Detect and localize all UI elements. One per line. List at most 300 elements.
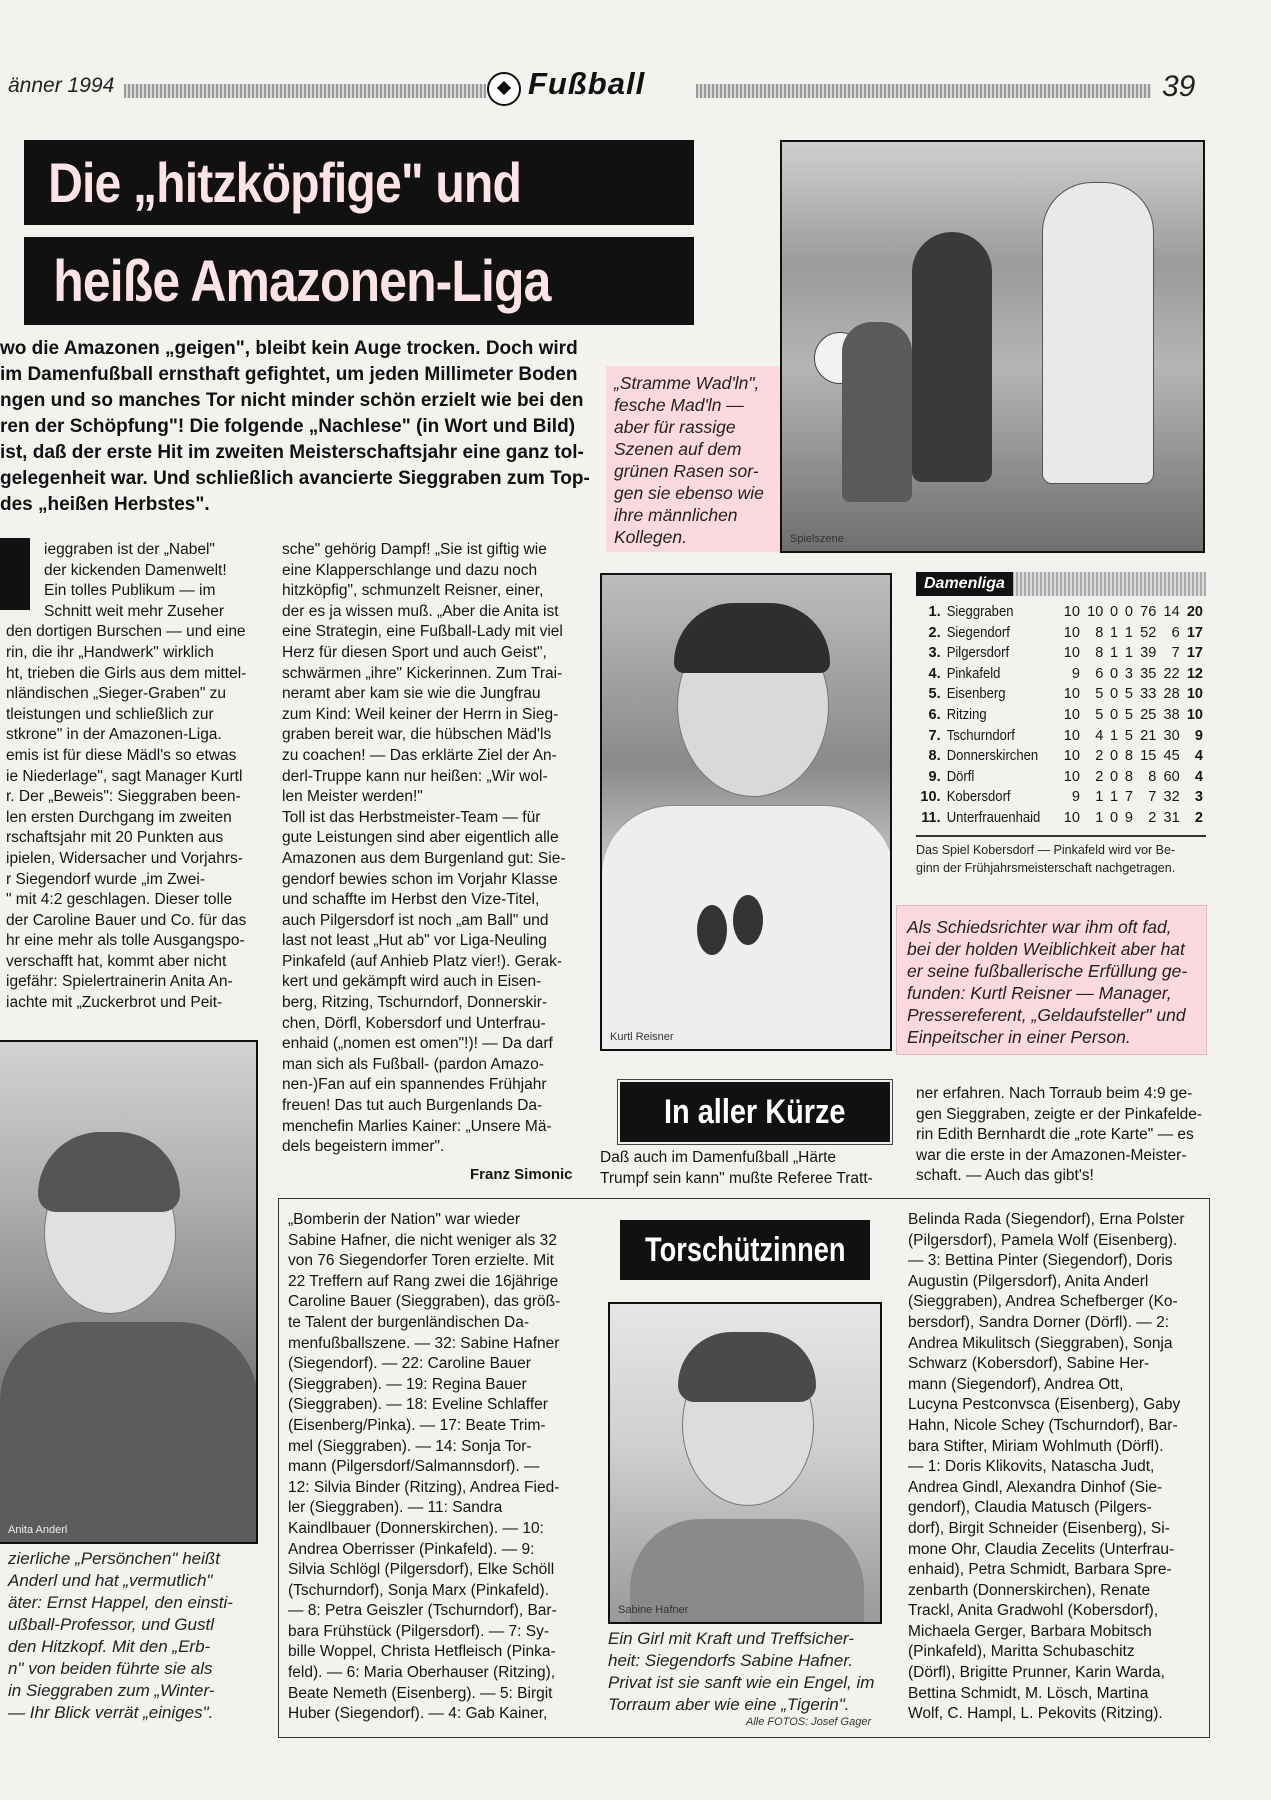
table-cell-s: 10: [1087, 604, 1104, 620]
article-column-2: [282, 540, 576, 1158]
table-cell-gt: 32: [1163, 789, 1180, 806]
table-row: [916, 643, 1206, 664]
table-cell-tore: 15: [1140, 748, 1157, 765]
scorer-line: Kaindlbauer (Donnerskirchen). — 10:: [288, 1519, 544, 1537]
table-cell-gt: 38: [1163, 706, 1180, 723]
article-line: kert und gekämpft wird auch in Eisen-: [282, 973, 542, 991]
table-cell-team: Dörfl: [946, 768, 974, 785]
article-line: tleistungen und schließlich zur: [6, 705, 214, 723]
kurz-line: Daß auch im Damenfußball „Härte: [600, 1149, 837, 1166]
table-row: [916, 787, 1206, 808]
table-cell-pkt: 4: [1194, 768, 1203, 785]
article-line: emis ist für diese Mädl's so etwas: [6, 746, 237, 764]
scorer-line: (Dörfl), Brigitte Prunner, Karin Warda,: [908, 1664, 1165, 1682]
table-cell-sp: 9: [1071, 665, 1080, 682]
scorer-line: (Sieggraben), Andrea Schefberger (Ko-: [908, 1293, 1178, 1311]
caption-line: ihre männlichen: [614, 505, 738, 525]
article-line: gute Leistungen sind aber eigentlich alle: [282, 829, 559, 847]
table-cell-rank: 7.: [928, 727, 941, 744]
caption-line: ußball-Professor, und Gustl: [8, 1615, 214, 1634]
article-line: der Caroline Bauer und Co. für das: [6, 911, 247, 929]
scorers-column-1: [288, 1210, 584, 1725]
table-cell-tore: 21: [1140, 727, 1157, 744]
table-row: [916, 746, 1206, 767]
table-cell-u: 0: [1110, 768, 1119, 785]
article-line: stkrone" in der Amazonen-Liga.: [6, 726, 222, 744]
scorer-line: enhaid), Petra Schmidt, Barbara Spre-: [908, 1561, 1172, 1579]
table-cell-u: 1: [1110, 789, 1119, 806]
article-line: hr eine mehr als tolle Ausgangspo-: [6, 932, 245, 950]
table-rule: [916, 835, 1206, 837]
table-cell-team: Sieggraben: [946, 604, 1014, 620]
table-note: [916, 841, 1206, 877]
article-line: graben bereit war, die hübschen Mäd'ls: [282, 726, 552, 744]
article-line: hitzköpfig", schmunzelt Reisner, einer,: [282, 582, 544, 600]
table-cell-sp: 10: [1063, 768, 1080, 785]
article-line: nländischen „Sieger-Graben" zu: [6, 685, 227, 703]
article-line: neramt aber kam sie wie die Jungfrau: [282, 685, 541, 703]
article-line: man sich als Fußball- (pardon Amazo-: [282, 1055, 544, 1073]
table-cell-s: 8: [1095, 624, 1104, 641]
article-line: auch Pilgersdorf ist noch „am Ball" und: [282, 911, 549, 929]
table-note-line: Das Spiel Kobersdorf — Pinkafeld wird vor Be-: [916, 842, 1176, 857]
article-line: rschaftsjahr mit 20 Punkten aus: [6, 829, 224, 847]
issue-date: änner 1994: [8, 74, 115, 97]
scorer-line: Wolf, C. Hampl, L. Pekovits (Ritzing).: [908, 1705, 1163, 1723]
article-line: last not least „Hut ab" vor Liga-Neuling: [282, 932, 547, 950]
caption-line: bei der holden Weiblichkeit aber hat: [907, 939, 1185, 959]
table-cell-rank: 9.: [928, 768, 941, 785]
football-icon: [487, 72, 521, 106]
scorer-line: von 76 Siegendorfer Toren erzielte. Mit: [288, 1252, 554, 1270]
scorer-line: Hahn, Nicole Schey (Tschurndorf), Bar-: [908, 1416, 1178, 1434]
caption-line: in Sieggraben zum „Winter-: [8, 1681, 215, 1700]
table-title: Damenliga: [916, 572, 1013, 596]
lead-line: des „heißen Herbstes".: [0, 494, 210, 515]
page-number: 39: [1162, 70, 1196, 103]
article-line: berg, Ritzing, Tschurndorf, Donnerskir-: [282, 994, 548, 1012]
caption-line: Anderl und hat „vermutlich": [8, 1571, 213, 1590]
scorer-line: mann (Pilgersdorf/Salmannsdorf). —: [288, 1458, 540, 1476]
article-line: " mit 4:2 geschlagen. Dieser tolle: [6, 891, 233, 909]
article-line: zu coachen! — Das erklärte Ziel der An-: [282, 746, 557, 764]
table-cell-pkt: 10: [1186, 706, 1203, 723]
hair-silhouette: [678, 1332, 816, 1402]
caption-line: er seine fußballerische Erfüllung ge-: [907, 961, 1188, 981]
caption-line: Torraum aber wie eine „Tigerin".: [608, 1695, 850, 1714]
lead-line: ren der Schöpfung"! Die folgende „Nachlese" (in Wort und Bild): [0, 416, 576, 437]
scorer-line: „Bomberin der Nation" war wieder: [288, 1211, 521, 1228]
table-cell-n: 9: [1124, 809, 1133, 826]
caption-line: Pressereferent, „Geldaufsteller" und: [907, 1005, 1186, 1025]
table-cell-team: Eisenberg: [946, 686, 1006, 703]
table-cell-n: 1: [1124, 645, 1133, 662]
table-cell-rank: 6.: [928, 706, 941, 723]
scorer-line: mel (Sieggraben). — 14: Sonja Tor-: [288, 1437, 532, 1455]
scorer-line: (Eisenberg/Pinka). — 17: Beate Trim-: [288, 1416, 546, 1434]
headline-text-1: Die „hitzköpfige" und: [48, 151, 522, 214]
table-cell-n: 5: [1124, 686, 1133, 703]
table-cell-n: 5: [1124, 727, 1133, 744]
table-cell-sp: 10: [1063, 645, 1080, 662]
scorer-line: ler (Sieggraben). — 11: Sandra: [288, 1499, 503, 1517]
hair-silhouette: [38, 1132, 180, 1212]
scorer-line: gendorf), Claudia Matusch (Pilgers-: [908, 1499, 1152, 1517]
caption-line: Einpeitscher in einer Person.: [907, 1027, 1131, 1047]
table-cell-gt: 6: [1171, 624, 1180, 641]
table-cell-s: 1: [1095, 809, 1104, 826]
kurz-column-1: [600, 1148, 892, 1189]
table-row: [916, 726, 1206, 747]
table-cell-u: 0: [1110, 604, 1119, 620]
scorer-line: bersdorf), Sandra Dorner (Dörfl). — 2:: [908, 1313, 1170, 1331]
table-cell-sp: 9: [1071, 789, 1080, 806]
article-line: und schaffte im Herbst den Vize-Titel,: [282, 891, 540, 909]
table-cell-n: 8: [1124, 748, 1133, 765]
scorer-line: Andrea Oberrisser (Pinkafeld). — 9:: [288, 1540, 535, 1558]
article-line: len ersten Durchgang im zweiten: [6, 808, 232, 826]
article-line: der es ja wissen muß. „Aber die Anita ist: [282, 602, 559, 620]
table-cell-tore: 8: [1148, 768, 1157, 785]
table-cell-u: 0: [1110, 665, 1119, 682]
table-cell-s: 2: [1095, 748, 1104, 765]
table-cell-pkt: 4: [1194, 748, 1203, 765]
kurz-line: Trumpf sein kann" mußte Referee Tratt-: [600, 1169, 873, 1187]
article-line: nen-)Fan auf ein spannendes Frühjahr: [282, 1076, 547, 1094]
caption-line: „Stramme Wad'ln",: [614, 373, 760, 393]
table-cell-rank: 8.: [928, 748, 941, 765]
caption-line: heit: Siegendorfs Sabine Hafner.: [608, 1651, 854, 1670]
table-cell-tore: 25: [1140, 706, 1157, 723]
anderl-photo-label: Anita Anderl: [8, 1524, 68, 1536]
caption-line: Ein Girl mit Kraft und Treffsicher-: [608, 1629, 854, 1648]
article-line: rin, die ihr „Handwerk" wirklich: [6, 643, 214, 661]
article-line: Herz für diesen Sport und auch Geist",: [282, 643, 547, 661]
table-cell-sp: 10: [1063, 624, 1080, 641]
table-title-bar: [916, 572, 1206, 596]
caption-line: zierliche „Persönchen" heißt: [8, 1549, 221, 1568]
scorer-line: bara Frühstück (Pilgersdorf). — 7: Sy-: [288, 1622, 549, 1640]
table-cell-gt: 30: [1163, 727, 1180, 744]
headline-line-1: [24, 140, 694, 225]
scorer-line: — 8: Petra Geiszler (Tschurndorf), Bar-: [288, 1602, 557, 1620]
caption-line: funden: Kurtl Reisner — Manager,: [907, 983, 1172, 1003]
league-table: [916, 572, 1206, 877]
table-cell-team: Unterfrauenhaid: [946, 809, 1040, 826]
kurz-title: [620, 1082, 890, 1142]
article-line: r. Der „Beweis": Sieggraben been-: [6, 788, 241, 806]
header-rule-right: [696, 84, 1151, 98]
table-cell-rank: 10.: [920, 789, 941, 806]
kurz-line: schaft. — Auch das gibt's!: [916, 1167, 1094, 1185]
scorer-line: dorf), Birgit Schneider (Eisenberg), Si-: [908, 1519, 1170, 1537]
table-cell-s: 5: [1095, 706, 1104, 723]
anderl-photo: [0, 1040, 258, 1544]
table-cell-team: Donnerskirchen: [946, 748, 1038, 765]
scorer-line: (Sieggraben). — 19: Regina Bauer: [288, 1375, 527, 1393]
player-silhouette: [912, 232, 992, 482]
article-line: Amazonen aus dem Burgenland gut: Sie-: [282, 849, 566, 867]
caption-line: Als Schiedsrichter war ihm oft fad,: [907, 917, 1172, 937]
caption-line: äter: Ernst Happel, den einsti-: [8, 1593, 233, 1612]
table-cell-team: Pilgersdorf: [946, 645, 1009, 662]
caption-line: — Ihr Blick verrät „einiges".: [8, 1703, 214, 1722]
table-cell-n: 5: [1124, 706, 1133, 723]
table-cell-sp: 10: [1063, 686, 1080, 703]
sunglasses-icon: [697, 875, 767, 965]
kurz-line: gen Sieggraben, zeigte er der Pinkafelde-: [916, 1105, 1203, 1123]
scorer-line: Belinda Rada (Siegendorf), Erna Polster: [908, 1211, 1185, 1228]
table-cell-pkt: 12: [1186, 665, 1203, 682]
caption-line: Privat ist sie sanft wie ein Engel, im: [608, 1673, 875, 1692]
table-cell-s: 8: [1095, 645, 1104, 662]
table-cell-n: 3: [1124, 665, 1133, 682]
article-column-1: [6, 540, 290, 1014]
article-line: zum Kind: Weil keiner der Herrn in Sieg-: [282, 705, 559, 723]
lead-line: wo die Amazonen „geigen", bleibt kein Auge trocken. Doch wird: [0, 338, 578, 359]
table-row: [916, 602, 1206, 623]
article-line: den dortigen Burschen — und eine: [6, 623, 246, 641]
league-table-grid: [916, 602, 1206, 829]
table-cell-sp: 10: [1063, 706, 1080, 723]
hafner-photo: [608, 1302, 882, 1624]
table-cell-tore: 76: [1140, 604, 1157, 620]
scorer-line: Andrea Gindl, Alexandra Dinhof (Sie-: [908, 1478, 1163, 1496]
scorer-line: Huber (Siegendorf). — 4: Gab Kainer,: [288, 1705, 548, 1723]
article-line: ipielen, Widersacher und Vorjahrs-: [6, 849, 243, 867]
scorer-line: 12: Silvia Binder (Ritzing), Andrea Fied-: [288, 1478, 560, 1496]
table-cell-rank: 1.: [928, 604, 941, 620]
table-cell-team: Siegendorf: [946, 624, 1010, 641]
photo-credit: Alle FOTOS: Josef Gager: [746, 1716, 872, 1728]
table-note-line: ginn der Frühjahrsmeisterschaft nachgetragen.: [916, 860, 1176, 875]
article-line: menchefin Marlies Kainer: „Unsere Mä-: [282, 1117, 552, 1135]
table-cell-tore: 39: [1140, 645, 1157, 662]
article-line: ieggraben ist der „Nabel": [44, 541, 215, 558]
scorer-line: Silvia Schlögl (Pilgersdorf), Elke Schöll: [288, 1561, 555, 1579]
table-cell-u: 1: [1110, 645, 1119, 662]
caption-manager-box: [896, 905, 1207, 1055]
article-line: schwärmen „ihre" Kickerinnen. Zum Trai-: [282, 664, 563, 682]
scorer-line: Schwarz (Kobersdorf), Sabine Her-: [908, 1355, 1150, 1373]
scorer-line: mone Ohr, Claudia Zecelits (Unterfrau-: [908, 1540, 1175, 1558]
article-line: derl-Truppe kann nur heißen: „Wir wol-: [282, 767, 548, 785]
table-cell-gt: 60: [1163, 768, 1180, 785]
scorer-line: Caroline Bauer (Sieggraben), das größ-: [288, 1293, 561, 1311]
caption-line: n" von beiden führte sie als: [8, 1659, 213, 1678]
scorer-line: feld). — 6: Maria Oberhauser (Ritzing),: [288, 1664, 556, 1682]
player-silhouette: [1042, 182, 1154, 484]
table-cell-s: 6: [1095, 665, 1104, 682]
table-cell-u: 0: [1110, 748, 1119, 765]
table-cell-s: 4: [1095, 727, 1104, 744]
article-line: r Siegendorf wurde „im Zwei-: [6, 870, 205, 888]
player-silhouette: [842, 322, 912, 502]
article-line: igefähr: Spielertrainerin Anita An-: [6, 973, 233, 991]
table-row: [916, 808, 1206, 829]
caption-line: Szenen auf dem: [614, 439, 742, 459]
table-cell-u: 0: [1110, 706, 1119, 723]
table-cell-pkt: 20: [1186, 604, 1203, 620]
table-cell-pkt: 9: [1194, 727, 1203, 744]
caption-line: fesche Mad'ln —: [614, 395, 744, 415]
table-cell-rank: 3.: [928, 645, 941, 662]
headline-line-2: [24, 237, 694, 325]
table-cell-n: 7: [1124, 789, 1133, 806]
table-cell-u: 0: [1110, 686, 1119, 703]
scorers-title: [620, 1220, 870, 1280]
kurz-title-text: In aller Kürze: [664, 1092, 846, 1131]
manager-photo: [600, 573, 892, 1051]
scorer-line: Augustin (Pilgersdorf), Anita Anderl: [908, 1272, 1149, 1290]
action-photo: [780, 140, 1205, 553]
article-line: gendorf bewies schon im Vorjahr Klasse: [282, 870, 558, 888]
kurz-line: ner erfahren. Nach Torraub beim 4:9 ge-: [916, 1085, 1193, 1102]
article-line: eine Klapperschlange und dazu noch: [282, 561, 538, 579]
scorer-line: (Sieggraben). — 18: Eveline Schlaffer: [288, 1396, 548, 1414]
scorer-line: Michaela Gerger, Barbara Mobitsch: [908, 1622, 1152, 1640]
scorer-line: zenbarth (Donnerskirchen), Renate: [908, 1581, 1151, 1599]
table-cell-sp: 10: [1063, 748, 1080, 765]
action-photo-label: Spielszene: [790, 533, 844, 545]
table-cell-sp: 10: [1063, 727, 1080, 744]
lead-line: gelegenheit war. Und schließlich avancierte Sieggraben zum Top-: [0, 468, 590, 489]
scorer-line: bille Woppel, Christa Hetfleisch (Pinka-: [288, 1643, 556, 1661]
table-cell-s: 5: [1095, 686, 1104, 703]
lead-line: ist, daß der erste Hit im zweiten Meisterschaftsjahr eine ganz tol-: [0, 442, 584, 463]
scorer-line: Lucyna Pestconvsca (Eisenberg), Gaby: [908, 1396, 1181, 1414]
table-cell-team: Tschurndorf: [946, 727, 1015, 744]
scorer-line: (Pinkafeld), Maritta Schubaschitz: [908, 1643, 1135, 1661]
article-line: der kickenden Damenwelt!: [44, 561, 227, 579]
table-row: [916, 664, 1206, 685]
caption-top-box: [606, 366, 780, 552]
scorers-title-text: Torschützinnen: [644, 1230, 846, 1269]
table-cell-gt: 28: [1163, 686, 1180, 703]
scorers-caption: [608, 1628, 898, 1716]
scorer-line: 22 Treffern auf Rang zwei die 16jährige: [288, 1272, 559, 1290]
table-cell-pkt: 10: [1186, 686, 1203, 703]
author-byline: Franz Simonic: [470, 1166, 573, 1183]
article-line: enhaid („nomen est omen"!)! — Da darf: [282, 1035, 553, 1053]
table-cell-team: Pinkafeld: [946, 665, 1000, 682]
article-line: dels begeistern immer".: [282, 1138, 445, 1156]
article-line: Schnitt weit mehr Zuseher: [44, 602, 225, 620]
scorer-line: menfußballszene. — 32: Sabine Hafner: [288, 1334, 560, 1352]
scorer-line: (Siegendorf). — 22: Caroline Bauer: [288, 1355, 531, 1373]
table-cell-gt: 7: [1171, 645, 1180, 662]
article-line: verschafft hat, kommt aber nicht: [6, 952, 227, 970]
caption-line: Kollegen.: [614, 527, 687, 547]
table-cell-rank: 4.: [928, 665, 941, 682]
table-cell-pkt: 17: [1186, 624, 1203, 641]
lead-paragraph: [0, 336, 600, 518]
table-cell-tore: 2: [1148, 809, 1157, 826]
table-cell-gt: 14: [1163, 604, 1180, 620]
section-title: Fußball: [528, 66, 646, 101]
hafner-photo-label: Sabine Hafner: [618, 1604, 689, 1616]
table-cell-tore: 33: [1140, 686, 1157, 703]
article-line: eine Strategin, eine Fußball-Lady mit viel: [282, 623, 563, 641]
table-row: [916, 705, 1206, 726]
table-cell-sp: 10: [1063, 809, 1080, 826]
header-rule-left: [124, 84, 486, 98]
caption-line: den Hitzkopf. Mit den „Erb-: [8, 1637, 211, 1656]
caption-line: aber für rassige: [614, 417, 736, 437]
table-cell-pkt: 2: [1194, 809, 1203, 826]
headline-text-2: heiße Amazonen-Liga: [53, 248, 551, 314]
article-line: iachte mit „Zuckerbrot und Peit-: [6, 994, 223, 1012]
scorer-line: (Tschurndorf), Sonja Marx (Pinkafeld).: [288, 1581, 550, 1599]
table-cell-team: Ritzing: [946, 706, 987, 723]
table-cell-rank: 5.: [928, 686, 941, 703]
table-cell-tore: 7: [1148, 789, 1157, 806]
article-line: Ein tolles Publikum — im: [44, 582, 216, 600]
scorer-line: Trackl, Anita Gradwohl (Kobersdorf),: [908, 1602, 1159, 1620]
table-cell-n: 0: [1124, 604, 1133, 620]
manager-photo-label: Kurtl Reisner: [610, 1031, 674, 1043]
table-cell-u: 1: [1110, 727, 1119, 744]
table-cell-gt: 45: [1163, 748, 1180, 765]
table-cell-pkt: 3: [1194, 789, 1203, 806]
article-line: freuen! Das tut auch Burgenlands Da-: [282, 1097, 543, 1115]
table-cell-gt: 22: [1163, 665, 1180, 682]
table-row: [916, 623, 1206, 644]
table-cell-s: 2: [1095, 768, 1104, 785]
table-row: [916, 684, 1206, 705]
table-cell-team: Kobersdorf: [946, 789, 1011, 806]
article-line: Toll ist das Herbstmeister-Team — für: [282, 808, 541, 826]
lead-line: im Damenfußball ernsthaft gefightet, um jeden Millimeter Boden: [0, 364, 578, 385]
article-line: sche" gehörig Dampf! „Sie ist giftig wie: [282, 541, 547, 558]
scorer-line: mann (Siegendorf), Andrea Ott,: [908, 1375, 1124, 1393]
article-line: len Meister werden!": [282, 788, 423, 806]
scorer-line: Andrea Mikulitsch (Sieggraben), Sonja: [908, 1334, 1173, 1352]
caption-line: grünen Rasen sor-: [614, 461, 759, 481]
kurz-column-2: [916, 1084, 1208, 1187]
kurz-line: war die erste in der Amazonen-Meister-: [916, 1146, 1187, 1164]
scorer-line: (Pilgersdorf), Pamela Wolf (Eisenberg).: [908, 1231, 1178, 1249]
article-line: chen, Dörfl, Kobersdorf und Unterfrau-: [282, 1014, 546, 1032]
table-cell-n: 1: [1124, 624, 1133, 641]
table-row: [916, 767, 1206, 788]
hair-silhouette: [674, 603, 830, 673]
table-cell-u: 0: [1110, 809, 1119, 826]
scorers-column-3: [908, 1210, 1202, 1725]
table-cell-sp: 10: [1063, 604, 1080, 620]
scorer-line: Beate Nemeth (Eisenberg). — 5: Birgit: [288, 1684, 553, 1702]
lead-line: ngen und so manches Tor nicht minder schön erzielt wie bei den: [0, 390, 584, 411]
table-cell-rank: 2.: [928, 624, 941, 641]
table-cell-gt: 31: [1163, 809, 1180, 826]
kurz-line: rin Edith Bernhardt die „rote Karte" — es: [916, 1126, 1194, 1144]
table-cell-n: 8: [1124, 768, 1133, 785]
caption-left: [8, 1548, 260, 1724]
table-cell-u: 1: [1110, 624, 1119, 641]
table-cell-s: 1: [1095, 789, 1104, 806]
table-cell-tore: 52: [1140, 624, 1157, 641]
jersey-silhouette: [0, 1322, 258, 1544]
table-cell-tore: 35: [1140, 665, 1157, 682]
scorer-line: — 3: Bettina Pinter (Siegendorf), Doris: [908, 1252, 1173, 1270]
scorer-line: Bettina Schmidt, M. Lösch, Martina: [908, 1684, 1149, 1702]
table-cell-pkt: 17: [1186, 645, 1203, 662]
article-line: ie Niederlage", sagt Manager Kurtl: [6, 767, 243, 785]
scorer-line: te Talent der burgenländischen Da-: [288, 1313, 529, 1331]
scorer-line: Sabine Hafner, die nicht weniger als 32: [288, 1231, 557, 1249]
table-cell-rank: 11.: [921, 809, 941, 826]
scorer-line: — 1: Doris Klikovits, Natascha Judt,: [908, 1458, 1155, 1476]
